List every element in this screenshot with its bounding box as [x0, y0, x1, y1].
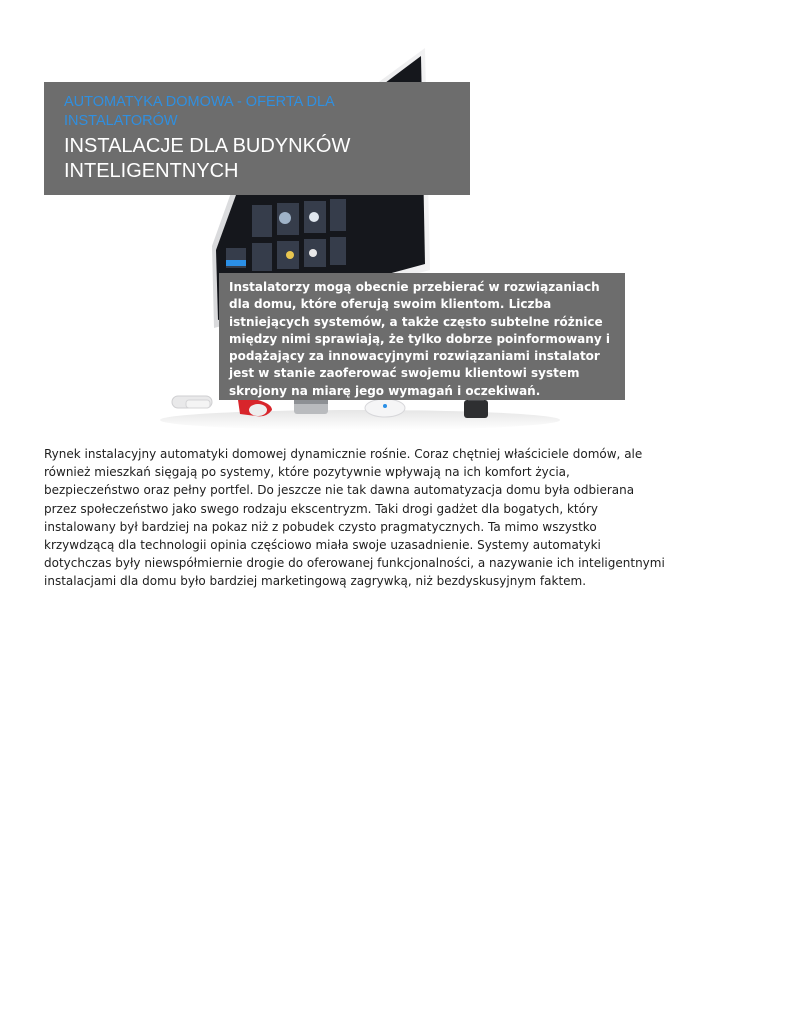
title-box [44, 82, 470, 195]
body-paragraph: Rynek instalacyjny automatyki domowej dynamicznie rośnie. Coraz chętniej właściciele domów, ale również mieszkań sięgają po systemy, które pozytywnie wpływają na ich komfort życia, bezpieczeństwo oraz pełny portfel. Do jeszcze nie tak dawna automatyzacja domu była odbierana przez społeczeństwo jako swego rodzaju ekscentryzm. Taki drogi gadżet dla bogatych, który instalowany był bardziej na pokaz niż z pobudek czysto pragmatycznych. Ta mimo wszystko krzywdzącą dla technologii opinia częściowo miała swoje uzasadnienie. Systemy automatyki dotychczas były niewspółmiernie drogie do oferowanej funkcjonalności, a nazywanie ich inteligentnymi instalacjami dla domu było bardziej marketingową zagrywką, niż bezdyskusyjnym faktem. [44, 447, 665, 589]
page-title: INSTALACJE DLA BUDYNKÓW INTELIGENTNYCH [64, 135, 351, 182]
hero-section [0, 0, 791, 440]
section-kicker: AUTOMATYKA DOMOWA - OFERTA DLA INSTALATORÓW [64, 94, 334, 129]
lead-box [219, 273, 625, 400]
lead-paragraph: Instalatorzy mogą obecnie przebierać w rozwiązaniach dla domu, które oferują swoim klientom. Liczba istniejących systemów, a także często subtelne różnice między nimi sprawiają, że tylko dobrze poinformowany i podążający za innowacyjnymi rozwiązaniami instalator jest w stanie zaoferować swojemu klientowi system skrojony na miarę jego wymagań i oczekiwań. [229, 280, 610, 398]
